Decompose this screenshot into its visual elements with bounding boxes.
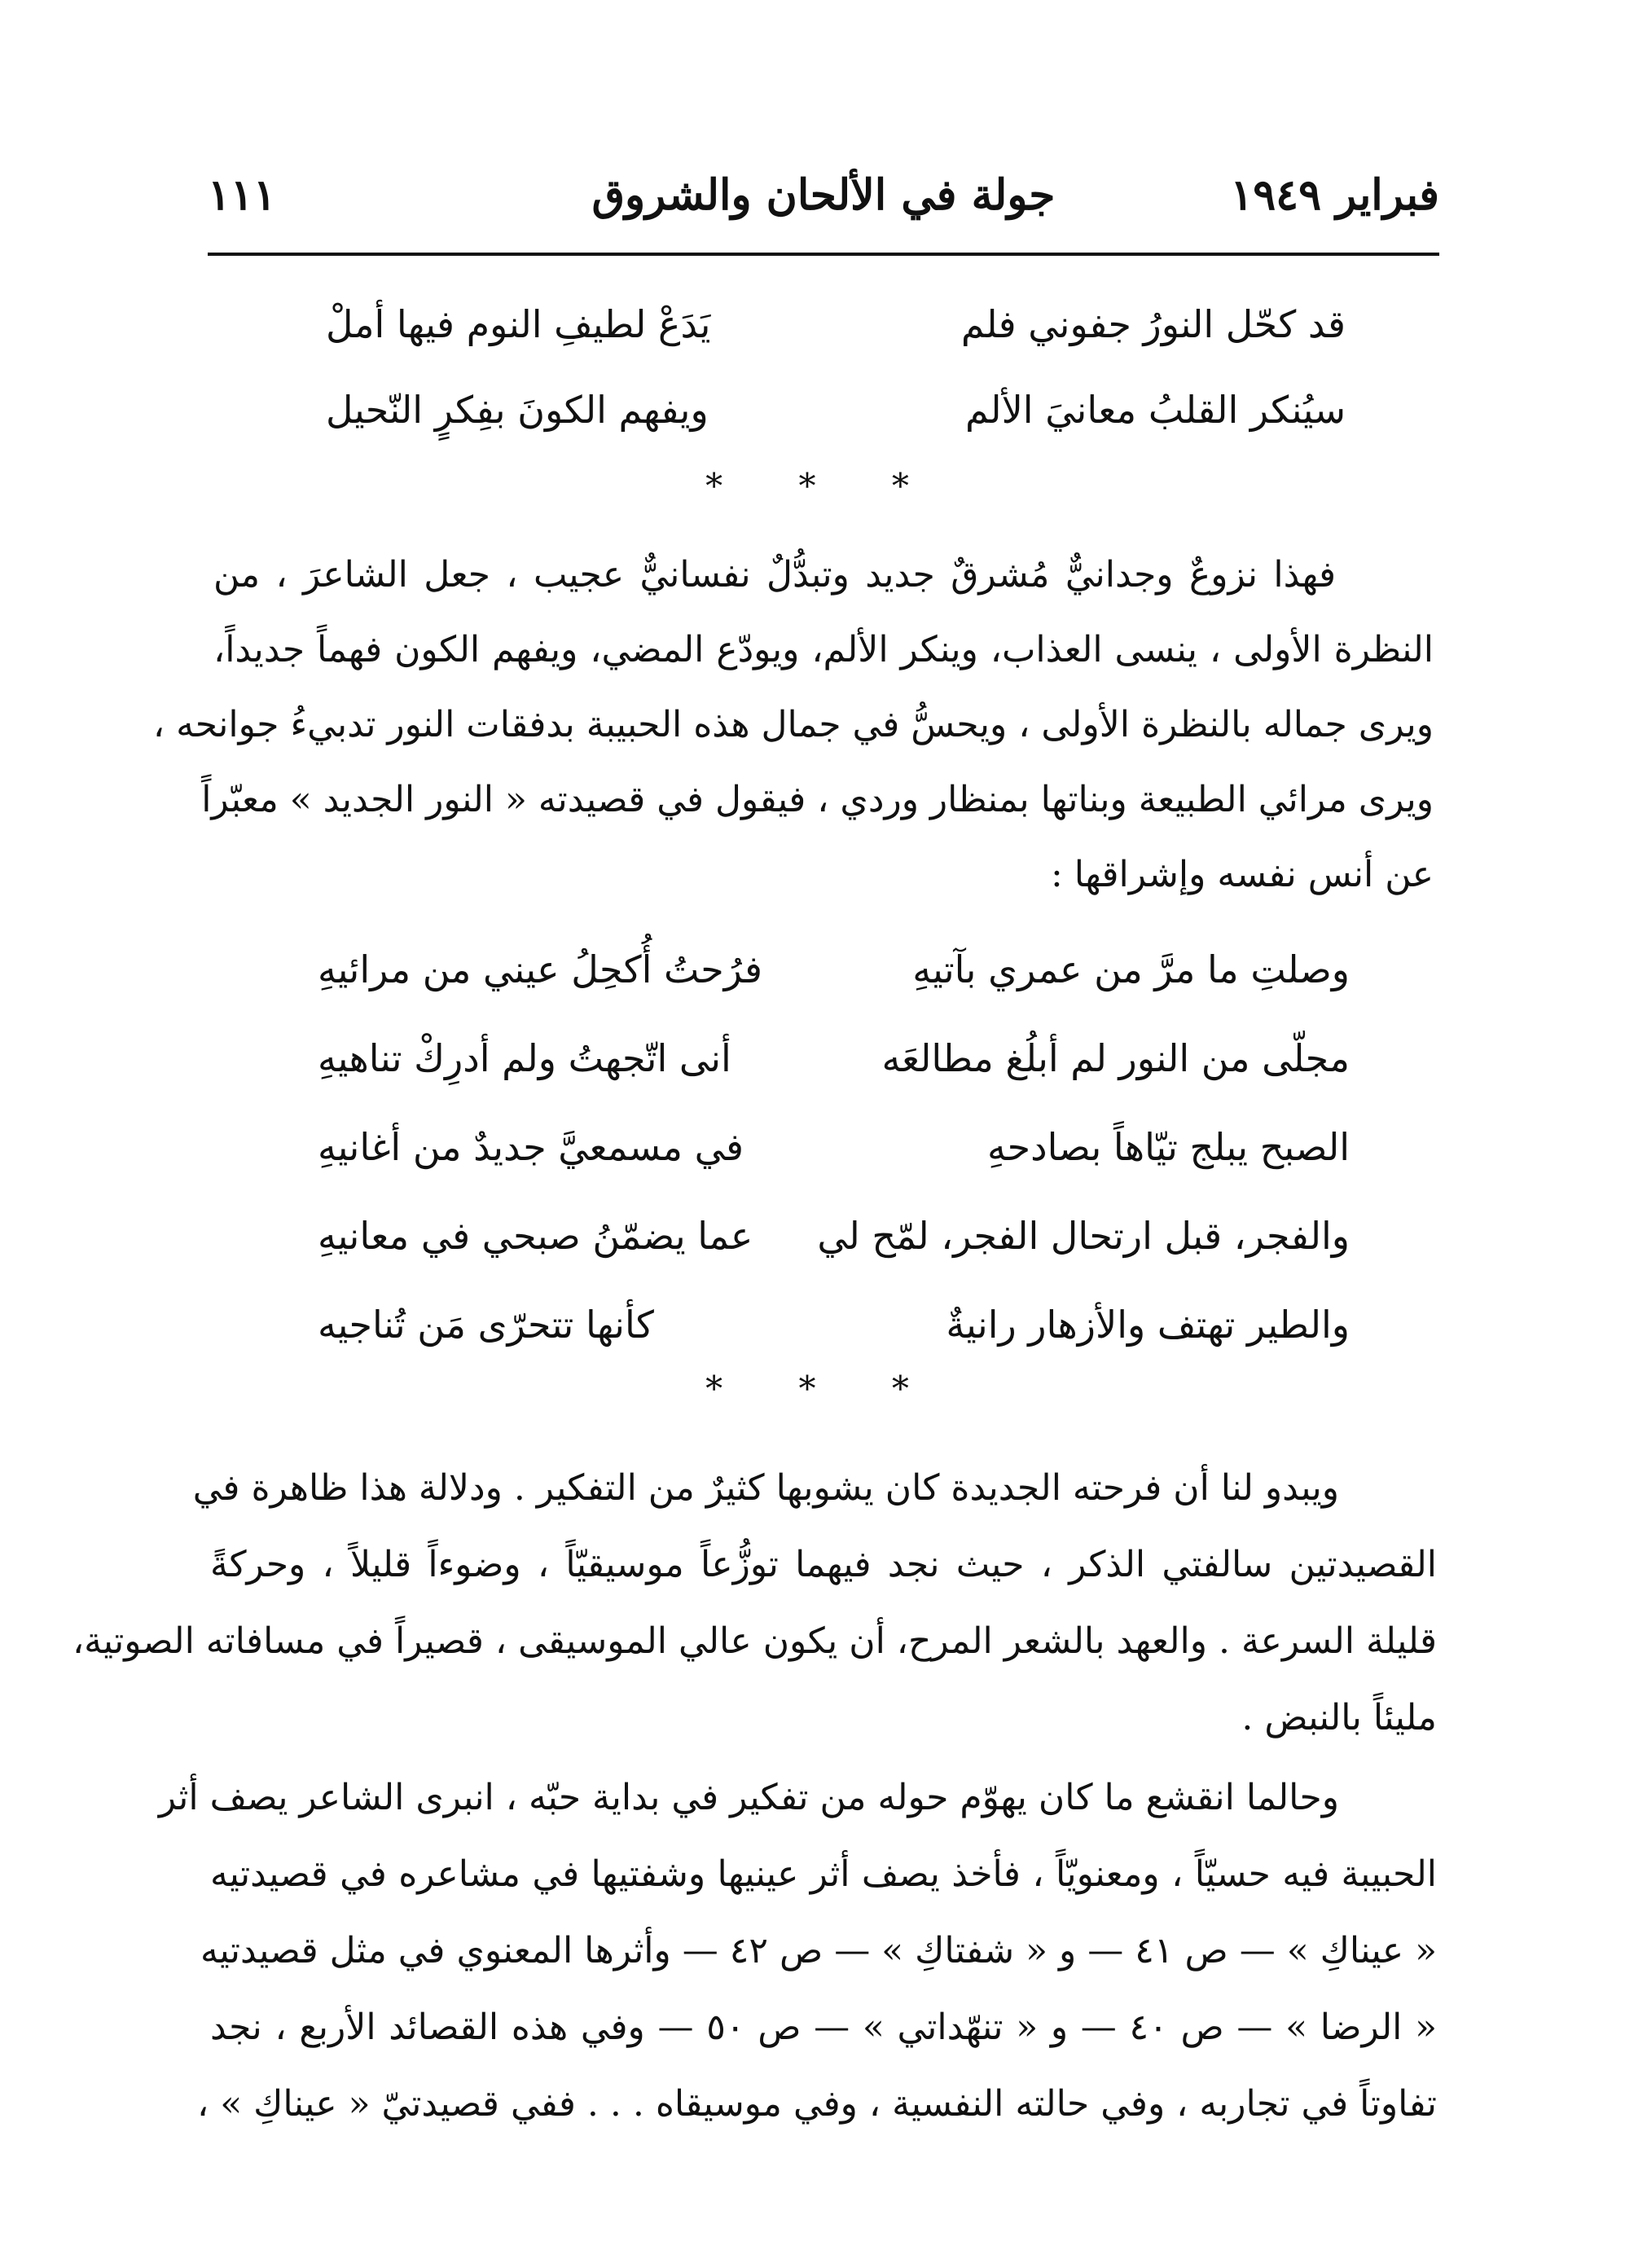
text-line: ويرى مرائي الطبيعة وبناتها بمنظار وردي ، فيقول في قصيدته « النور الجديد » معبّراً bbox=[201, 779, 1434, 820]
section-separator: * * * bbox=[705, 1369, 942, 1409]
verse-hemistich-left: كأنها تتحرّى مَن تُناجيه bbox=[318, 1302, 654, 1347]
verse-line bbox=[318, 1102, 1350, 1191]
verse-hemistich-left: أنى اتّجهتُ ولم أدرِكْ تناهيهِ bbox=[318, 1035, 731, 1080]
header-date: فبراير ١٩٤٩ bbox=[1230, 170, 1439, 220]
text-line: قليلة السرعة . والعهد بالشعر المرح، أن يكون عالي الموسيقى ، قصيراً في مسافاته الصوتية، bbox=[72, 1620, 1437, 1662]
header-title: جولة في الألحان والشروق bbox=[591, 170, 1056, 220]
running-header bbox=[208, 167, 1439, 240]
verse-hemistich-right: وصلتِ ما مرَّ من عمري بآتيهِ bbox=[912, 947, 1350, 991]
text-line: وحالما انقشع ما كان يهوّم حوله من تفكير في بداية حبّه ، انبرى الشاعر يصف أثر bbox=[158, 1777, 1339, 1818]
section-separator: * * * bbox=[705, 466, 942, 506]
verse-hemistich-right: والفجر، قبل ارتحال الفجر، لمّح لي bbox=[817, 1213, 1350, 1258]
verse-hemistich-left: في مسمعيَّ جديدٌ من أغانيهِ bbox=[318, 1124, 744, 1169]
verse-line bbox=[318, 925, 1350, 1013]
verse-line bbox=[326, 281, 1346, 367]
text-line: القصيدتين سالفتي الذكر ، حيث نجد فيهما توزُّعاً موسيقيّاً ، وضوءاً قليلاً ، وحركةً bbox=[210, 1544, 1437, 1585]
paragraph-1 bbox=[152, 538, 1434, 912]
verse-line bbox=[318, 1191, 1350, 1280]
verse-hemistich-left: عما يضمّنُ صبحي في معانيهِ bbox=[318, 1213, 753, 1258]
paragraph-2 bbox=[72, 1450, 1437, 1756]
page-number: ١١١ bbox=[208, 170, 276, 220]
verse-hemistich-left: يَدَعْ لطيفِ النوم فيها أملْ bbox=[326, 301, 711, 346]
verse-hemistich-right: مجلّى من النور لم أبلُغ مطالعَه bbox=[881, 1035, 1350, 1080]
text-line: النظرة الأولى ، ينسى العذاب، وينكر الألم، ويودّع المضي، ويفهم الكون فهماً جديداً، bbox=[213, 629, 1434, 670]
verse-line bbox=[318, 1280, 1350, 1369]
verse-block-1 bbox=[326, 281, 1346, 452]
header-rule bbox=[208, 253, 1439, 256]
text-line: مليئاً بالنبض . bbox=[1241, 1697, 1437, 1738]
verse-line bbox=[318, 1013, 1350, 1102]
text-line: تفاوتاً في تجاربه ، وفي حالته النفسية ، وفي موسيقاه . . . ففي قصيدتيّ « عيناكِ » ، bbox=[197, 2083, 1437, 2125]
text-line: فهذا نزوعٌ وجدانيٌّ مُشرقٌ جديد وتبدُّلٌ نفسانيٌّ عجيب ، جعل الشاعرَ ، من bbox=[213, 554, 1336, 596]
verse-line bbox=[326, 367, 1346, 452]
text-line: ويبدو لنا أن فرحته الجديدة كان يشوبها كثيرٌ من التفكير . ودلالة هذا ظاهرة في bbox=[192, 1467, 1339, 1509]
text-line: « الرضا » — ص ٤٠ — و « تنهّداتي » — ص ٥٠ — وفي هذه القصائد الأربع ، نجد bbox=[210, 2006, 1437, 2048]
verse-block-2 bbox=[318, 925, 1350, 1369]
paragraph-3 bbox=[158, 1760, 1438, 2143]
text-line: الحبيبة فيه حسيّاً ، ومعنويّاً ، فأخذ يصف أثر عينيها وشفتيها في مشاعره في قصيدتيه bbox=[210, 1853, 1438, 1895]
verse-hemistich-right: الصبح يبلج تيّاهاً بصادحهِ bbox=[987, 1124, 1350, 1169]
text-line: عن أنس نفسه وإشراقها : bbox=[1051, 854, 1434, 895]
verse-hemistich-left: ويفهم الكونَ بفِكرٍ النّحيل bbox=[326, 387, 709, 432]
verse-hemistich-right: والطير تهتف والأزهار رانيةٌ bbox=[946, 1302, 1350, 1347]
text-line: « عيناكِ » — ص ٤١ — و « شفتاكِ » — ص ٤٢ — وأثرها المعنوي في مثل قصيدتيه bbox=[200, 1930, 1437, 1971]
text-line: ويرى جماله بالنظرة الأولى ، ويحسُّ في جمال هذه الحبيبة بدفقات النور تدبيءُ جوانحه ، bbox=[152, 704, 1434, 745]
verse-hemistich-left: فرُحتُ أُكحِلُ عيني من مرائيهِ bbox=[318, 947, 763, 991]
verse-hemistich-right: قد كحّل النورُ جفوني فلم bbox=[960, 301, 1346, 346]
verse-hemistich-right: سيُنكر القلبُ معانيَ الألم bbox=[964, 387, 1346, 432]
